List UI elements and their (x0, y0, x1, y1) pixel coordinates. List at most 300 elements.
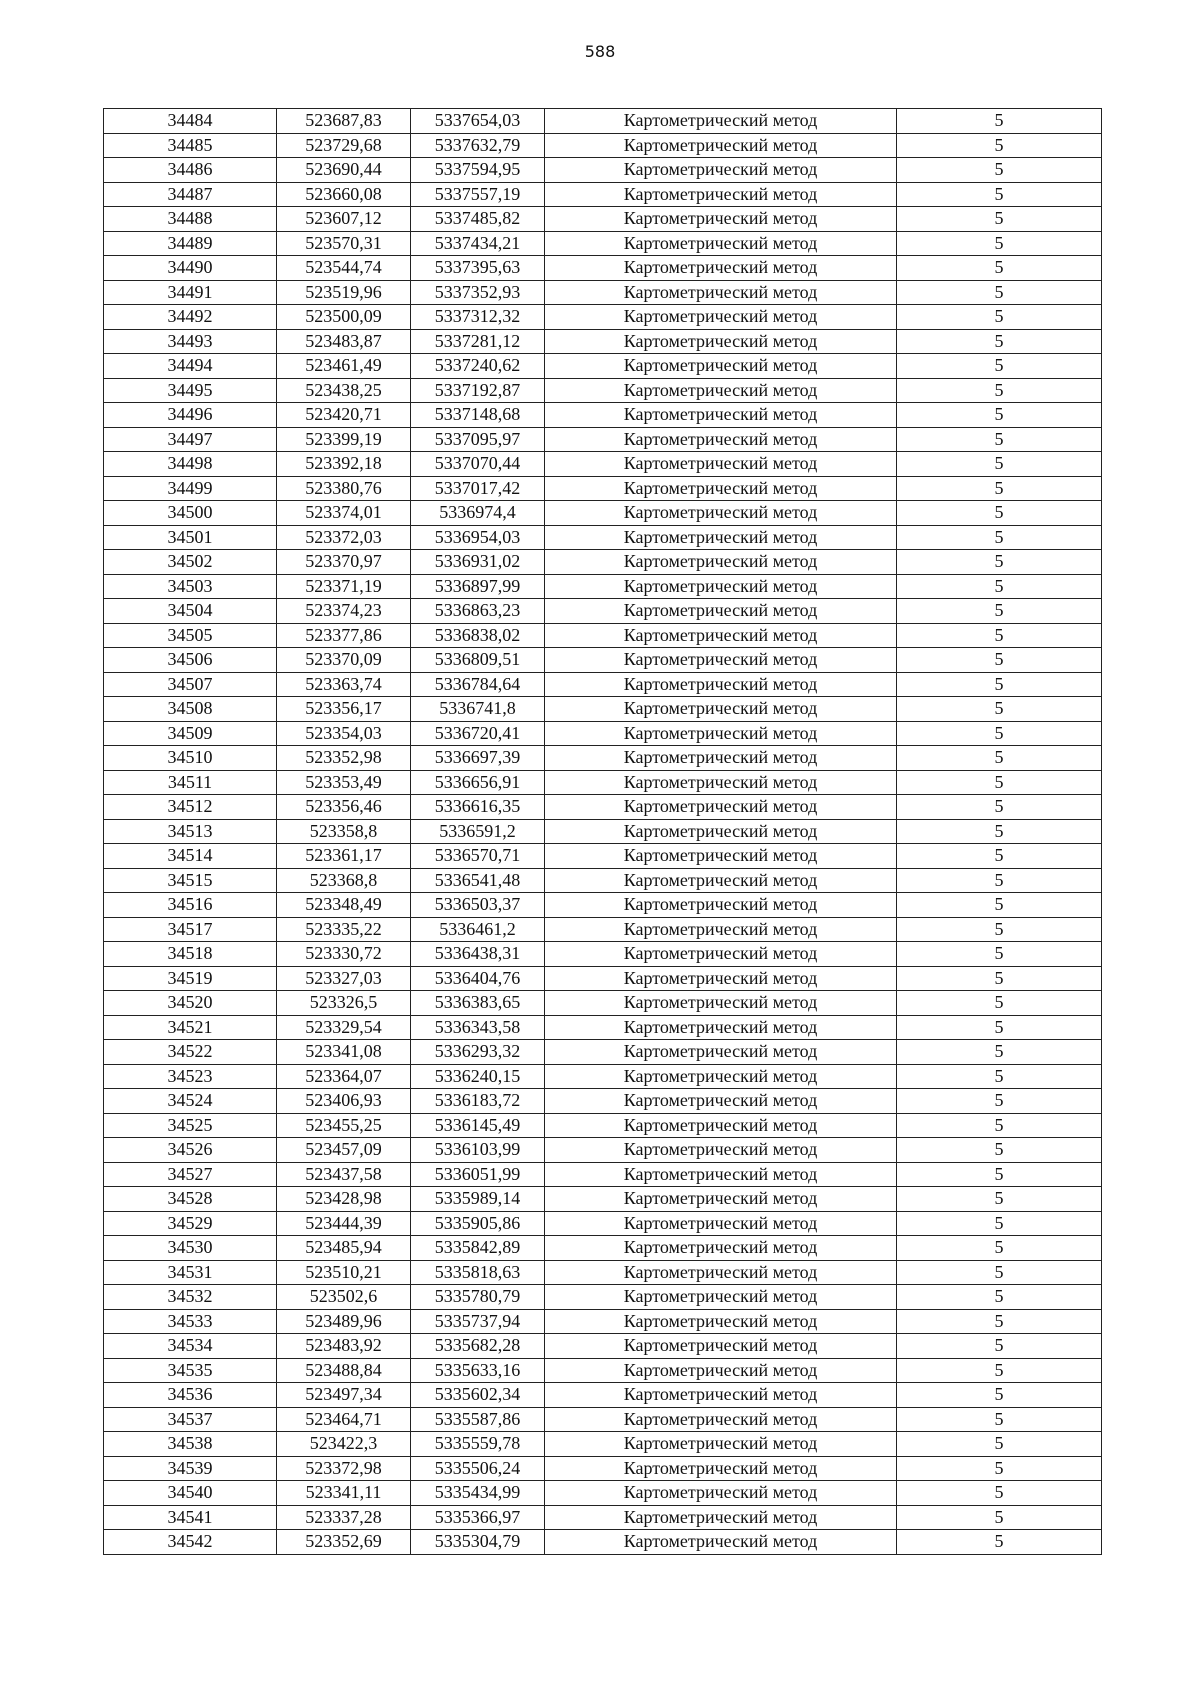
accuracy-cell: 5 (897, 1530, 1102, 1555)
x-coordinate-cell: 523399,19 (277, 427, 411, 452)
accuracy-cell: 5 (897, 1089, 1102, 1114)
x-coordinate-cell: 523519,96 (277, 280, 411, 305)
point-number-cell: 34541 (104, 1505, 277, 1530)
y-coordinate-cell: 5336863,23 (411, 599, 545, 624)
y-coordinate-cell: 5336897,99 (411, 574, 545, 599)
method-cell: Картометрический метод (545, 501, 897, 526)
x-coordinate-cell: 523356,46 (277, 795, 411, 820)
y-coordinate-cell: 5337070,44 (411, 452, 545, 477)
point-number-cell: 34491 (104, 280, 277, 305)
y-coordinate-cell: 5337095,97 (411, 427, 545, 452)
x-coordinate-cell: 523330,72 (277, 942, 411, 967)
y-coordinate-cell: 5337352,93 (411, 280, 545, 305)
y-coordinate-cell: 5336697,39 (411, 746, 545, 771)
y-coordinate-cell: 5337148,68 (411, 403, 545, 428)
table-row (104, 1064, 1102, 1089)
accuracy-cell: 5 (897, 770, 1102, 795)
method-cell: Картометрический метод (545, 1407, 897, 1432)
y-coordinate-cell: 5336809,51 (411, 648, 545, 673)
y-coordinate-cell: 5337017,42 (411, 476, 545, 501)
table-row (104, 354, 1102, 379)
accuracy-cell: 5 (897, 868, 1102, 893)
accuracy-cell: 5 (897, 991, 1102, 1016)
point-number-cell: 34524 (104, 1089, 277, 1114)
method-cell: Картометрический метод (545, 942, 897, 967)
accuracy-cell: 5 (897, 1481, 1102, 1506)
method-cell: Картометрический метод (545, 1211, 897, 1236)
point-number-cell: 34508 (104, 697, 277, 722)
table-row (104, 158, 1102, 183)
y-coordinate-cell: 5337654,03 (411, 109, 545, 134)
y-coordinate-cell: 5335366,97 (411, 1505, 545, 1530)
x-coordinate-cell: 523352,69 (277, 1530, 411, 1555)
x-coordinate-cell: 523372,03 (277, 525, 411, 550)
method-cell: Картометрический метод (545, 672, 897, 697)
point-number-cell: 34525 (104, 1113, 277, 1138)
accuracy-cell: 5 (897, 207, 1102, 232)
x-coordinate-cell: 523368,8 (277, 868, 411, 893)
x-coordinate-cell: 523422,3 (277, 1432, 411, 1457)
point-number-cell: 34529 (104, 1211, 277, 1236)
method-cell: Картометрический метод (545, 550, 897, 575)
accuracy-cell: 5 (897, 427, 1102, 452)
method-cell: Картометрический метод (545, 476, 897, 501)
point-number-cell: 34486 (104, 158, 277, 183)
y-coordinate-cell: 5336954,03 (411, 525, 545, 550)
y-coordinate-cell: 5337557,19 (411, 182, 545, 207)
table-row (104, 231, 1102, 256)
y-coordinate-cell: 5336591,2 (411, 819, 545, 844)
x-coordinate-cell: 523497,34 (277, 1383, 411, 1408)
table-row (104, 256, 1102, 281)
accuracy-cell: 5 (897, 1064, 1102, 1089)
x-coordinate-cell: 523361,17 (277, 844, 411, 869)
point-number-cell: 34507 (104, 672, 277, 697)
point-number-cell: 34500 (104, 501, 277, 526)
x-coordinate-cell: 523489,96 (277, 1309, 411, 1334)
point-number-cell: 34515 (104, 868, 277, 893)
accuracy-cell: 5 (897, 721, 1102, 746)
accuracy-cell: 5 (897, 305, 1102, 330)
accuracy-cell: 5 (897, 403, 1102, 428)
table-row (104, 525, 1102, 550)
y-coordinate-cell: 5335633,16 (411, 1358, 545, 1383)
y-coordinate-cell: 5336931,02 (411, 550, 545, 575)
point-number-cell: 34510 (104, 746, 277, 771)
table-row (104, 1138, 1102, 1163)
accuracy-cell: 5 (897, 256, 1102, 281)
table-row (104, 182, 1102, 207)
x-coordinate-cell: 523438,25 (277, 378, 411, 403)
table-row (104, 942, 1102, 967)
accuracy-cell: 5 (897, 1505, 1102, 1530)
accuracy-cell: 5 (897, 672, 1102, 697)
accuracy-cell: 5 (897, 1138, 1102, 1163)
accuracy-cell: 5 (897, 280, 1102, 305)
table-row (104, 991, 1102, 1016)
x-coordinate-cell: 523420,71 (277, 403, 411, 428)
accuracy-cell: 5 (897, 1285, 1102, 1310)
accuracy-cell: 5 (897, 942, 1102, 967)
method-cell: Картометрический метод (545, 623, 897, 648)
method-cell: Картометрический метод (545, 1383, 897, 1408)
table-row (104, 378, 1102, 403)
x-coordinate-cell: 523356,17 (277, 697, 411, 722)
y-coordinate-cell: 5336974,4 (411, 501, 545, 526)
y-coordinate-cell: 5336404,76 (411, 966, 545, 991)
point-number-cell: 34506 (104, 648, 277, 673)
table-row (104, 917, 1102, 942)
table-row (104, 452, 1102, 477)
method-cell: Картометрический метод (545, 1260, 897, 1285)
accuracy-cell: 5 (897, 795, 1102, 820)
y-coordinate-cell: 5336051,99 (411, 1162, 545, 1187)
method-cell: Картометрический метод (545, 354, 897, 379)
coordinates-table (103, 108, 1102, 1555)
accuracy-cell: 5 (897, 476, 1102, 501)
accuracy-cell: 5 (897, 844, 1102, 869)
x-coordinate-cell: 523687,83 (277, 109, 411, 134)
accuracy-cell: 5 (897, 966, 1102, 991)
x-coordinate-cell: 523488,84 (277, 1358, 411, 1383)
y-coordinate-cell: 5335304,79 (411, 1530, 545, 1555)
point-number-cell: 34521 (104, 1015, 277, 1040)
accuracy-cell: 5 (897, 893, 1102, 918)
point-number-cell: 34531 (104, 1260, 277, 1285)
method-cell: Картометрический метод (545, 966, 897, 991)
point-number-cell: 34492 (104, 305, 277, 330)
x-coordinate-cell: 523502,6 (277, 1285, 411, 1310)
point-number-cell: 34518 (104, 942, 277, 967)
table-row (104, 1530, 1102, 1555)
method-cell: Картометрический метод (545, 525, 897, 550)
table-row (104, 280, 1102, 305)
table-row (104, 476, 1102, 501)
y-coordinate-cell: 5335818,63 (411, 1260, 545, 1285)
accuracy-cell: 5 (897, 1358, 1102, 1383)
x-coordinate-cell: 523337,28 (277, 1505, 411, 1530)
accuracy-cell: 5 (897, 1162, 1102, 1187)
accuracy-cell: 5 (897, 697, 1102, 722)
accuracy-cell: 5 (897, 1211, 1102, 1236)
table-row (104, 1407, 1102, 1432)
accuracy-cell: 5 (897, 501, 1102, 526)
x-coordinate-cell: 523326,5 (277, 991, 411, 1016)
point-number-cell: 34493 (104, 329, 277, 354)
method-cell: Картометрический метод (545, 1236, 897, 1261)
point-number-cell: 34538 (104, 1432, 277, 1457)
method-cell: Картометрический метод (545, 991, 897, 1016)
method-cell: Картометрический метод (545, 648, 897, 673)
point-number-cell: 34509 (104, 721, 277, 746)
accuracy-cell: 5 (897, 1113, 1102, 1138)
accuracy-cell: 5 (897, 1260, 1102, 1285)
accuracy-cell: 5 (897, 354, 1102, 379)
table-row (104, 1113, 1102, 1138)
method-cell: Картометрический метод (545, 893, 897, 918)
table-row (104, 672, 1102, 697)
method-cell: Картометрический метод (545, 182, 897, 207)
table-row (104, 1260, 1102, 1285)
accuracy-cell: 5 (897, 1187, 1102, 1212)
method-cell: Картометрический метод (545, 133, 897, 158)
table-row (104, 1015, 1102, 1040)
table-row (104, 1481, 1102, 1506)
table-row (104, 1432, 1102, 1457)
table-row (104, 1285, 1102, 1310)
y-coordinate-cell: 5335602,34 (411, 1383, 545, 1408)
table-row (104, 868, 1102, 893)
accuracy-cell: 5 (897, 1432, 1102, 1457)
point-number-cell: 34495 (104, 378, 277, 403)
accuracy-cell: 5 (897, 1334, 1102, 1359)
point-number-cell: 34504 (104, 599, 277, 624)
method-cell: Картометрический метод (545, 1432, 897, 1457)
method-cell: Картометрический метод (545, 403, 897, 428)
y-coordinate-cell: 5337240,62 (411, 354, 545, 379)
y-coordinate-cell: 5335737,94 (411, 1309, 545, 1334)
point-number-cell: 34498 (104, 452, 277, 477)
point-number-cell: 34534 (104, 1334, 277, 1359)
point-number-cell: 34532 (104, 1285, 277, 1310)
y-coordinate-cell: 5336656,91 (411, 770, 545, 795)
accuracy-cell: 5 (897, 378, 1102, 403)
x-coordinate-cell: 523327,03 (277, 966, 411, 991)
method-cell: Картометрический метод (545, 844, 897, 869)
method-cell: Картометрический метод (545, 109, 897, 134)
point-number-cell: 34542 (104, 1530, 277, 1555)
x-coordinate-cell: 523370,09 (277, 648, 411, 673)
table-row (104, 403, 1102, 428)
accuracy-cell: 5 (897, 1456, 1102, 1481)
x-coordinate-cell: 523341,11 (277, 1481, 411, 1506)
point-number-cell: 34511 (104, 770, 277, 795)
x-coordinate-cell: 523607,12 (277, 207, 411, 232)
method-cell: Картометрический метод (545, 1334, 897, 1359)
x-coordinate-cell: 523483,87 (277, 329, 411, 354)
x-coordinate-cell: 523335,22 (277, 917, 411, 942)
table-row (104, 844, 1102, 869)
accuracy-cell: 5 (897, 1236, 1102, 1261)
method-cell: Картометрический метод (545, 1040, 897, 1065)
y-coordinate-cell: 5336461,2 (411, 917, 545, 942)
accuracy-cell: 5 (897, 1040, 1102, 1065)
accuracy-cell: 5 (897, 1383, 1102, 1408)
y-coordinate-cell: 5335587,86 (411, 1407, 545, 1432)
table-row (104, 1187, 1102, 1212)
method-cell: Картометрический метод (545, 231, 897, 256)
y-coordinate-cell: 5337632,79 (411, 133, 545, 158)
method-cell: Картометрический метод (545, 574, 897, 599)
y-coordinate-cell: 5335780,79 (411, 1285, 545, 1310)
y-coordinate-cell: 5337594,95 (411, 158, 545, 183)
point-number-cell: 34519 (104, 966, 277, 991)
table-row (104, 599, 1102, 624)
table-row (104, 1456, 1102, 1481)
accuracy-cell: 5 (897, 574, 1102, 599)
accuracy-cell: 5 (897, 329, 1102, 354)
y-coordinate-cell: 5336145,49 (411, 1113, 545, 1138)
method-cell: Картометрический метод (545, 868, 897, 893)
point-number-cell: 34502 (104, 550, 277, 575)
table-row (104, 133, 1102, 158)
x-coordinate-cell: 523371,19 (277, 574, 411, 599)
accuracy-cell: 5 (897, 525, 1102, 550)
table-row (104, 1334, 1102, 1359)
x-coordinate-cell: 523500,09 (277, 305, 411, 330)
table-row (104, 1383, 1102, 1408)
x-coordinate-cell: 523406,93 (277, 1089, 411, 1114)
method-cell: Картометрический метод (545, 1530, 897, 1555)
x-coordinate-cell: 523354,03 (277, 721, 411, 746)
method-cell: Картометрический метод (545, 207, 897, 232)
x-coordinate-cell: 523483,92 (277, 1334, 411, 1359)
point-number-cell: 34514 (104, 844, 277, 869)
method-cell: Картометрический метод (545, 1015, 897, 1040)
method-cell: Картометрический метод (545, 770, 897, 795)
method-cell: Картометрический метод (545, 746, 897, 771)
y-coordinate-cell: 5336438,31 (411, 942, 545, 967)
accuracy-cell: 5 (897, 599, 1102, 624)
y-coordinate-cell: 5337312,32 (411, 305, 545, 330)
y-coordinate-cell: 5336383,65 (411, 991, 545, 1016)
point-number-cell: 34513 (104, 819, 277, 844)
x-coordinate-cell: 523690,44 (277, 158, 411, 183)
table-body (104, 109, 1102, 1555)
x-coordinate-cell: 523372,98 (277, 1456, 411, 1481)
method-cell: Картометрический метод (545, 599, 897, 624)
x-coordinate-cell: 523455,25 (277, 1113, 411, 1138)
point-number-cell: 34523 (104, 1064, 277, 1089)
accuracy-cell: 5 (897, 158, 1102, 183)
method-cell: Картометрический метод (545, 256, 897, 281)
page-number: 588 (584, 42, 616, 61)
y-coordinate-cell: 5336183,72 (411, 1089, 545, 1114)
point-number-cell: 34501 (104, 525, 277, 550)
y-coordinate-cell: 5337281,12 (411, 329, 545, 354)
table-row (104, 1162, 1102, 1187)
point-number-cell: 34536 (104, 1383, 277, 1408)
method-cell: Картометрический метод (545, 1138, 897, 1163)
y-coordinate-cell: 5336541,48 (411, 868, 545, 893)
table-row (104, 623, 1102, 648)
table-row (104, 721, 1102, 746)
point-number-cell: 34540 (104, 1481, 277, 1506)
point-number-cell: 34537 (104, 1407, 277, 1432)
table-row (104, 1236, 1102, 1261)
x-coordinate-cell: 523341,08 (277, 1040, 411, 1065)
method-cell: Картометрический метод (545, 305, 897, 330)
accuracy-cell: 5 (897, 133, 1102, 158)
y-coordinate-cell: 5336616,35 (411, 795, 545, 820)
table-row (104, 550, 1102, 575)
point-number-cell: 34503 (104, 574, 277, 599)
point-number-cell: 34489 (104, 231, 277, 256)
point-number-cell: 34484 (104, 109, 277, 134)
table-row (104, 1358, 1102, 1383)
x-coordinate-cell: 523358,8 (277, 819, 411, 844)
x-coordinate-cell: 523444,39 (277, 1211, 411, 1236)
x-coordinate-cell: 523374,01 (277, 501, 411, 526)
table-row (104, 329, 1102, 354)
x-coordinate-cell: 523660,08 (277, 182, 411, 207)
y-coordinate-cell: 5335842,89 (411, 1236, 545, 1261)
x-coordinate-cell: 523464,71 (277, 1407, 411, 1432)
table-row (104, 207, 1102, 232)
point-number-cell: 34485 (104, 133, 277, 158)
x-coordinate-cell: 523353,49 (277, 770, 411, 795)
method-cell: Картометрический метод (545, 1456, 897, 1481)
method-cell: Картометрический метод (545, 280, 897, 305)
y-coordinate-cell: 5335559,78 (411, 1432, 545, 1457)
table-row (104, 1505, 1102, 1530)
method-cell: Картометрический метод (545, 1358, 897, 1383)
point-number-cell: 34512 (104, 795, 277, 820)
point-number-cell: 34490 (104, 256, 277, 281)
y-coordinate-cell: 5336503,37 (411, 893, 545, 918)
y-coordinate-cell: 5336293,32 (411, 1040, 545, 1065)
point-number-cell: 34526 (104, 1138, 277, 1163)
table-row (104, 1040, 1102, 1065)
table-row (104, 893, 1102, 918)
accuracy-cell: 5 (897, 746, 1102, 771)
point-number-cell: 34535 (104, 1358, 277, 1383)
x-coordinate-cell: 523570,31 (277, 231, 411, 256)
point-number-cell: 34516 (104, 893, 277, 918)
point-number-cell: 34522 (104, 1040, 277, 1065)
y-coordinate-cell: 5336570,71 (411, 844, 545, 869)
point-number-cell: 34520 (104, 991, 277, 1016)
point-number-cell: 34499 (104, 476, 277, 501)
point-number-cell: 34487 (104, 182, 277, 207)
method-cell: Картометрический метод (545, 1505, 897, 1530)
table-row (104, 574, 1102, 599)
y-coordinate-cell: 5336784,64 (411, 672, 545, 697)
table-row (104, 1309, 1102, 1334)
table-row (104, 1089, 1102, 1114)
point-number-cell: 34497 (104, 427, 277, 452)
method-cell: Картометрический метод (545, 721, 897, 746)
table-row (104, 427, 1102, 452)
x-coordinate-cell: 523544,74 (277, 256, 411, 281)
x-coordinate-cell: 523729,68 (277, 133, 411, 158)
point-number-cell: 34533 (104, 1309, 277, 1334)
x-coordinate-cell: 523352,98 (277, 746, 411, 771)
method-cell: Картометрический метод (545, 697, 897, 722)
y-coordinate-cell: 5335682,28 (411, 1334, 545, 1359)
y-coordinate-cell: 5337434,21 (411, 231, 545, 256)
method-cell: Картометрический метод (545, 452, 897, 477)
x-coordinate-cell: 523428,98 (277, 1187, 411, 1212)
point-number-cell: 34539 (104, 1456, 277, 1481)
accuracy-cell: 5 (897, 648, 1102, 673)
point-number-cell: 34488 (104, 207, 277, 232)
accuracy-cell: 5 (897, 1309, 1102, 1334)
method-cell: Картометрический метод (545, 1187, 897, 1212)
y-coordinate-cell: 5335905,86 (411, 1211, 545, 1236)
table-row (104, 966, 1102, 991)
x-coordinate-cell: 523485,94 (277, 1236, 411, 1261)
table-row (104, 648, 1102, 673)
table-row (104, 746, 1102, 771)
point-number-cell: 34530 (104, 1236, 277, 1261)
x-coordinate-cell: 523374,23 (277, 599, 411, 624)
method-cell: Картометрический метод (545, 1309, 897, 1334)
accuracy-cell: 5 (897, 452, 1102, 477)
x-coordinate-cell: 523329,54 (277, 1015, 411, 1040)
y-coordinate-cell: 5337395,63 (411, 256, 545, 281)
y-coordinate-cell: 5337192,87 (411, 378, 545, 403)
